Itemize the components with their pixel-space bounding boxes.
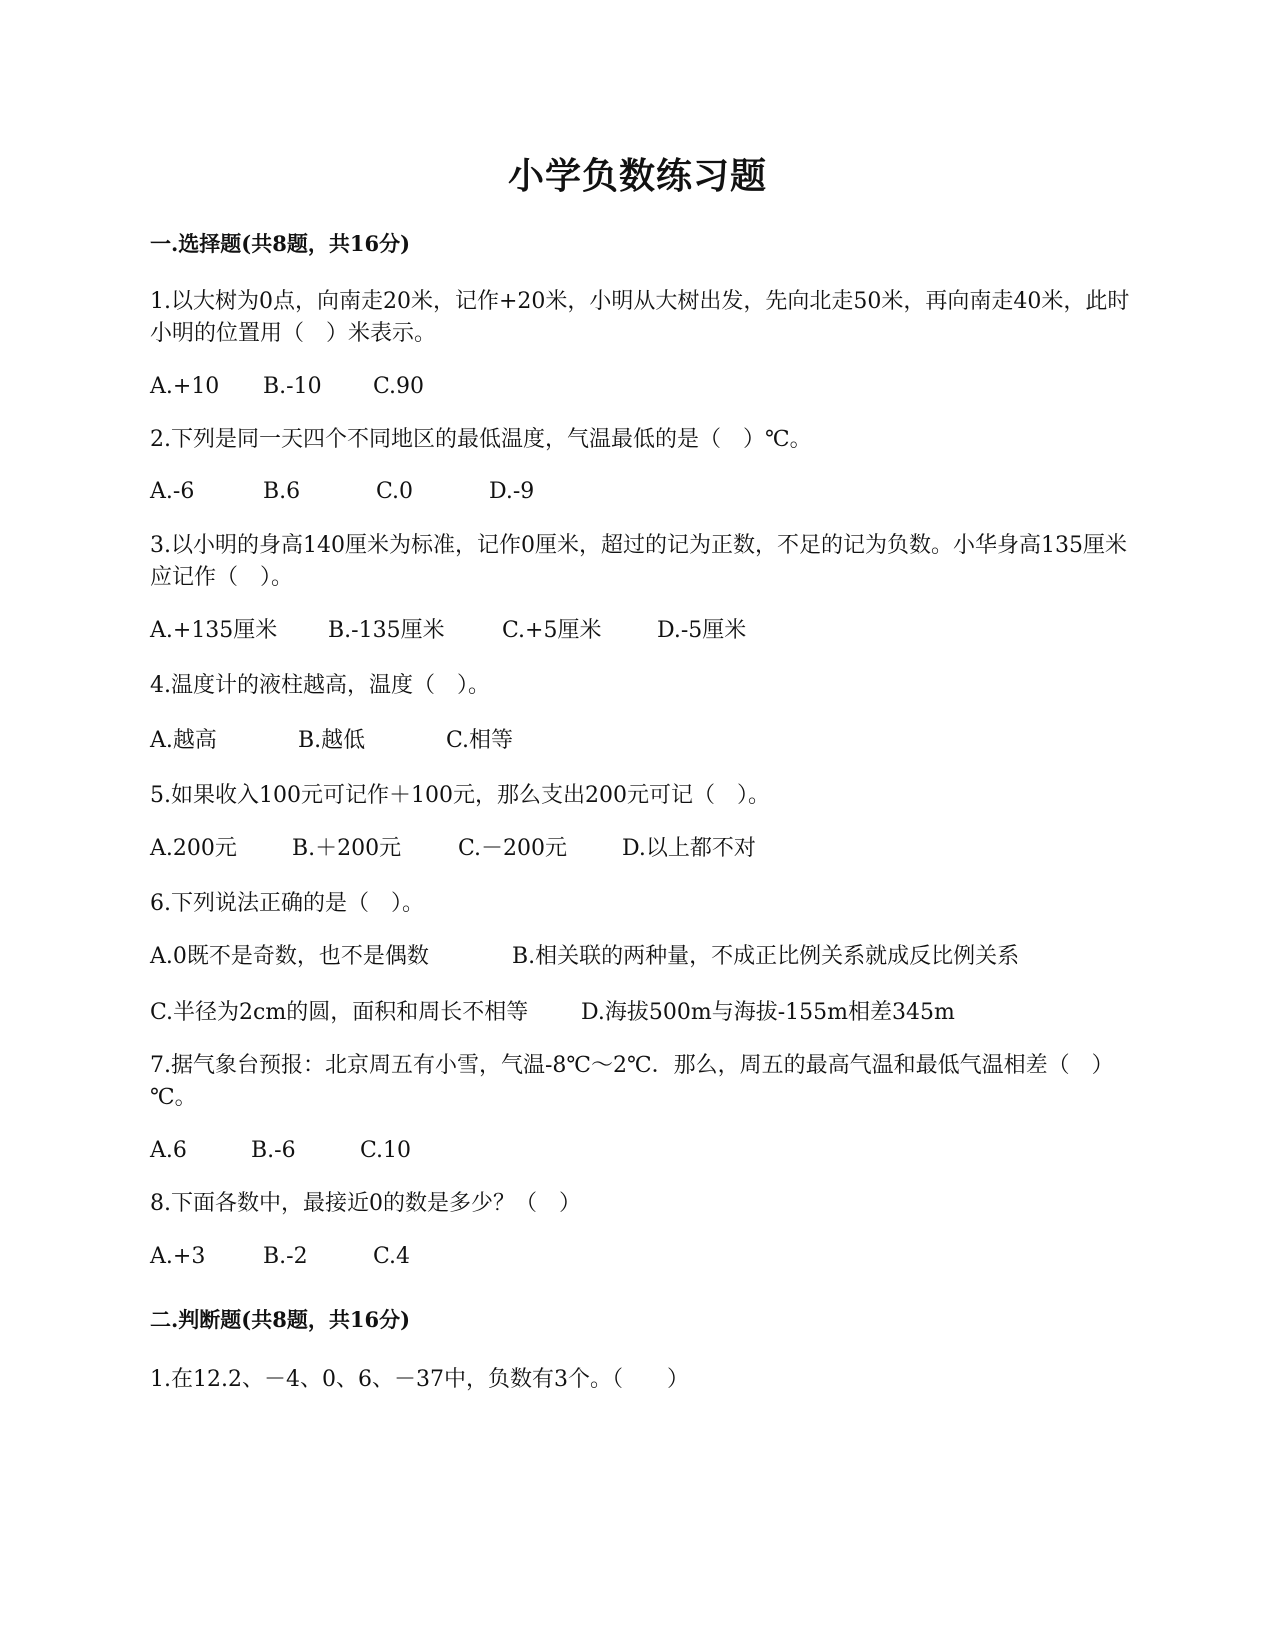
question-1: 1.以大树为0点，向南走20米，记作+20米，小明从大树出发，先向北走50米，再向南走40米，此时小明的位置用（ ）米表示。 bbox=[150, 289, 1130, 346]
option-1a: A.+10 bbox=[150, 374, 220, 399]
judgement-question-1: 1.在12.2、－4、0、6、－37中，负数有3个。（ ） bbox=[150, 1367, 689, 1392]
option-2a: A.-6 bbox=[150, 479, 195, 504]
option-6d: D.海拔500m与海拔-155m相差345m bbox=[581, 1000, 955, 1025]
option-6b: B.相关联的两种量，不成正比例关系就成反比例关系 bbox=[512, 944, 1020, 969]
option-4a: A.越高 bbox=[150, 728, 217, 753]
option-6a: A.0既不是奇数，也不是偶数 bbox=[150, 944, 429, 969]
question-3: 3.以小明的身高140厘米为标准，记作0厘米，超过的记为正数，不足的记为负数。小华身高135厘米应记作（ ）。 bbox=[150, 533, 1127, 590]
option-7a: A.6 bbox=[150, 1138, 187, 1163]
options-1 bbox=[150, 372, 424, 402]
question-6: 6.下列说法正确的是（ ）。 bbox=[150, 891, 424, 916]
options-6-row2 bbox=[150, 998, 955, 1028]
options-6-row1 bbox=[150, 942, 1019, 972]
option-3c: C.+5厘米 bbox=[502, 618, 602, 643]
option-7c: C.10 bbox=[360, 1138, 412, 1163]
question-5: 5.如果收入100元可记作＋100元，那么支出200元可记（ ）。 bbox=[150, 783, 770, 808]
options-2 bbox=[150, 477, 534, 507]
option-1b: B.-10 bbox=[263, 374, 322, 399]
question-4: 4.温度计的液柱越高，温度（ ）。 bbox=[150, 673, 490, 698]
section-heading-choice: 一.选择题(共8题，共16分) bbox=[150, 231, 411, 256]
option-8b: B.-2 bbox=[263, 1244, 308, 1269]
option-2b: B.6 bbox=[263, 479, 301, 504]
option-5a: A.200元 bbox=[150, 836, 237, 861]
option-4c: C.相等 bbox=[446, 728, 514, 753]
option-4b: B.越低 bbox=[298, 728, 366, 753]
question-2: 2.下列是同一天四个不同地区的最低温度，气温最低的是（ ）℃。 bbox=[150, 427, 812, 452]
option-5c: C.－200元 bbox=[458, 836, 568, 861]
options-5 bbox=[150, 834, 756, 864]
option-3d: D.-5厘米 bbox=[657, 618, 747, 643]
options-3 bbox=[150, 616, 746, 646]
options-4 bbox=[150, 726, 513, 756]
page-title: 小学负数练习题 bbox=[507, 155, 767, 197]
option-8a: A.+3 bbox=[150, 1244, 206, 1269]
question-8: 8.下面各数中，最接近0的数是多少？（ ） bbox=[150, 1191, 581, 1216]
option-1c: C.90 bbox=[373, 374, 425, 399]
option-3b: B.-135厘米 bbox=[328, 618, 445, 643]
option-8c: C.4 bbox=[373, 1244, 411, 1269]
options-7 bbox=[150, 1136, 411, 1166]
option-2c: C.0 bbox=[376, 479, 414, 504]
option-5d: D.以上都不对 bbox=[622, 836, 756, 861]
option-5b: B.＋200元 bbox=[292, 836, 402, 861]
option-3a: A.+135厘米 bbox=[150, 618, 278, 643]
option-2d: D.-9 bbox=[489, 479, 535, 504]
options-8 bbox=[150, 1242, 410, 1272]
section-heading-judgement: 二.判断题(共8题，共16分) bbox=[150, 1307, 411, 1332]
option-7b: B.-6 bbox=[251, 1138, 296, 1163]
question-7: 7.据气象台预报：北京周五有小雪，气温-8℃～2℃．那么，周五的最高气温和最低气温相差（ ）℃。 bbox=[150, 1053, 1114, 1110]
option-6c: C.半径为2cm的圆，面积和周长不相等 bbox=[150, 1000, 529, 1025]
